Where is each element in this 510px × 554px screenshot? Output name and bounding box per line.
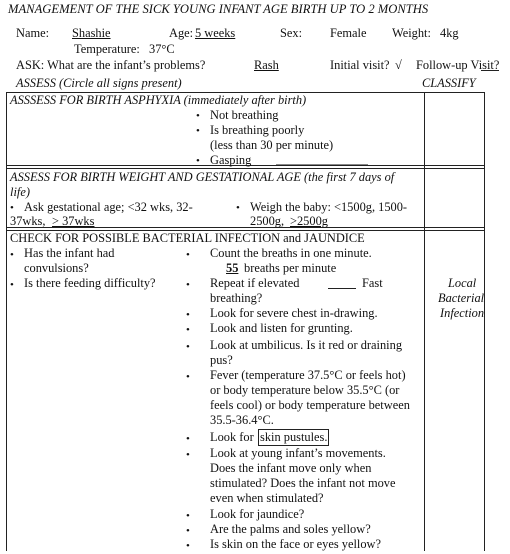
bullet: • bbox=[186, 371, 190, 383]
bullet: • bbox=[236, 202, 240, 214]
ask-convulsions-cont: convulsions? bbox=[24, 261, 89, 275]
asphyxia-item-gasping: Gasping bbox=[210, 153, 252, 167]
infection-heading: CHECK FOR POSSIBLE BACTERIAL INFECTION and JAUNDICE bbox=[10, 231, 365, 245]
bullet: • bbox=[10, 249, 14, 261]
look-fever-1: Fever (temperature 37.5°C or feels hot) bbox=[210, 368, 406, 382]
weigh-baby-option: >2500g bbox=[290, 214, 328, 228]
repeat-blank bbox=[328, 288, 356, 289]
look-movements-1: Look at young infant’s movements. bbox=[210, 446, 386, 460]
followup-visit-label: Follow-up Visit? bbox=[416, 58, 500, 72]
age-value: 5 weeks bbox=[195, 26, 236, 40]
breaths-count-value: 55 bbox=[226, 261, 239, 275]
gasping-underline bbox=[276, 164, 368, 165]
breaths-count-suffix: breaths per minute bbox=[244, 261, 337, 275]
bullet: • bbox=[186, 510, 190, 522]
ask-problems-value: Rash bbox=[254, 58, 279, 72]
look-palms-soles: Are the palms and soles yellow? bbox=[210, 522, 371, 536]
birth-weight-heading: ASSESS FOR BIRTH WEIGHT AND GESTATIONAL AGE (the first 7 days of bbox=[10, 170, 395, 184]
look-fever-4: 35.5-36.4°C. bbox=[210, 413, 274, 427]
look-movements-2: Does the infant move only when bbox=[210, 461, 372, 475]
table-left-border bbox=[6, 92, 7, 551]
ask-convulsions: Has the infant had bbox=[24, 246, 115, 260]
bullet: • bbox=[186, 279, 190, 291]
bullet: • bbox=[186, 324, 190, 336]
look-for-label: Look for bbox=[210, 430, 254, 444]
bullet: • bbox=[186, 341, 190, 353]
gestational-age-option: > 37wks bbox=[52, 214, 95, 228]
name-value: Shashie bbox=[72, 26, 111, 40]
age-label: Age: bbox=[169, 26, 194, 40]
look-repeat-elevated: Repeat if elevated bbox=[210, 276, 300, 290]
section-divider-1b bbox=[6, 168, 484, 169]
assess-column-header: ASSESS (Circle all signs present) bbox=[16, 76, 182, 90]
look-umbilicus-cont: pus? bbox=[210, 353, 233, 367]
look-face-eyes: Is skin on the face or eyes yellow? bbox=[210, 537, 382, 551]
bullet: • bbox=[10, 279, 14, 291]
followup-visit-blank bbox=[481, 70, 499, 71]
weigh-baby-line1: Weigh the baby: <1500g, 1500- bbox=[250, 200, 408, 214]
bullet: • bbox=[186, 249, 190, 261]
look-fast: Fast bbox=[362, 276, 383, 290]
form-title: MANAGEMENT OF THE SICK YOUNG INFANT AGE BIRTH UP TO 2 MONTHS bbox=[8, 2, 429, 16]
gestational-age-line2: 37wks, bbox=[10, 214, 46, 228]
weight-value: 4kg bbox=[440, 26, 459, 40]
name-label: Name: bbox=[16, 26, 50, 40]
look-chest-indrawing: Look for severe chest in-drawing. bbox=[210, 306, 378, 320]
bullet: • bbox=[10, 202, 14, 214]
weigh-baby-line2: 2500g, bbox=[250, 214, 285, 228]
table-right-border bbox=[484, 92, 485, 551]
sex-label: Sex: bbox=[280, 26, 303, 40]
classification-line2: Bacterial bbox=[438, 291, 485, 305]
initial-visit-check: √ bbox=[395, 58, 402, 72]
ask-feeding-difficulty: Is there feeding difficulty? bbox=[24, 276, 156, 290]
skin-pustules-boxed: skin pustules. bbox=[260, 430, 328, 444]
look-movements-4: even when stimulated? bbox=[210, 491, 324, 505]
look-movements-3: stimulated? Does the infant not move bbox=[210, 476, 396, 490]
bullet: • bbox=[186, 449, 190, 461]
bullet: • bbox=[186, 433, 190, 445]
sex-value: Female bbox=[330, 26, 367, 40]
look-count-breaths: Count the breaths in one minute. bbox=[210, 246, 372, 260]
look-grunting: Look and listen for grunting. bbox=[210, 321, 353, 335]
look-jaundice: Look for jaundice? bbox=[210, 507, 305, 521]
bullet: • bbox=[186, 525, 190, 537]
ask-problems-label: ASK: What are the infant’s problems? bbox=[16, 58, 206, 72]
asphyxia-item-not-breathing: Not breathing bbox=[210, 108, 279, 122]
classify-column-header: CLASSIFY bbox=[422, 76, 476, 90]
classification-line3: Infection bbox=[440, 306, 485, 320]
temperature-value: 37°C bbox=[149, 42, 175, 56]
classification-line1: Local bbox=[448, 276, 477, 290]
bullet: • bbox=[186, 309, 190, 321]
bullet: • bbox=[196, 125, 200, 137]
temperature-label: Temperature: bbox=[74, 42, 140, 56]
gestational-age-line1: Ask gestational age; <32 wks, 32- bbox=[24, 200, 193, 214]
look-umbilicus: Look at umbilicus. Is it red or draining bbox=[210, 338, 403, 352]
weight-label: Weight: bbox=[392, 26, 431, 40]
bullet: • bbox=[196, 155, 200, 167]
look-fever-3: feels cool) or body temperature between bbox=[210, 398, 410, 412]
look-fast-breathing: breathing? bbox=[210, 291, 263, 305]
asphyxia-heading: ASSSESS FOR BIRTH ASPHYXIA (immediately after birth) bbox=[10, 93, 307, 107]
bullet: • bbox=[186, 540, 190, 552]
asphyxia-item-breathing-poorly: Is breathing poorly bbox=[210, 123, 305, 137]
classify-column-divider bbox=[424, 92, 425, 551]
look-fever-2: or body temperature below 35.5°C (or bbox=[210, 383, 400, 397]
asphyxia-item-rate-note: (less than 30 per minute) bbox=[210, 138, 334, 152]
initial-visit-label: Initial visit? bbox=[330, 58, 390, 72]
birth-weight-heading-cont: life) bbox=[10, 185, 30, 199]
bullet: • bbox=[196, 110, 200, 122]
